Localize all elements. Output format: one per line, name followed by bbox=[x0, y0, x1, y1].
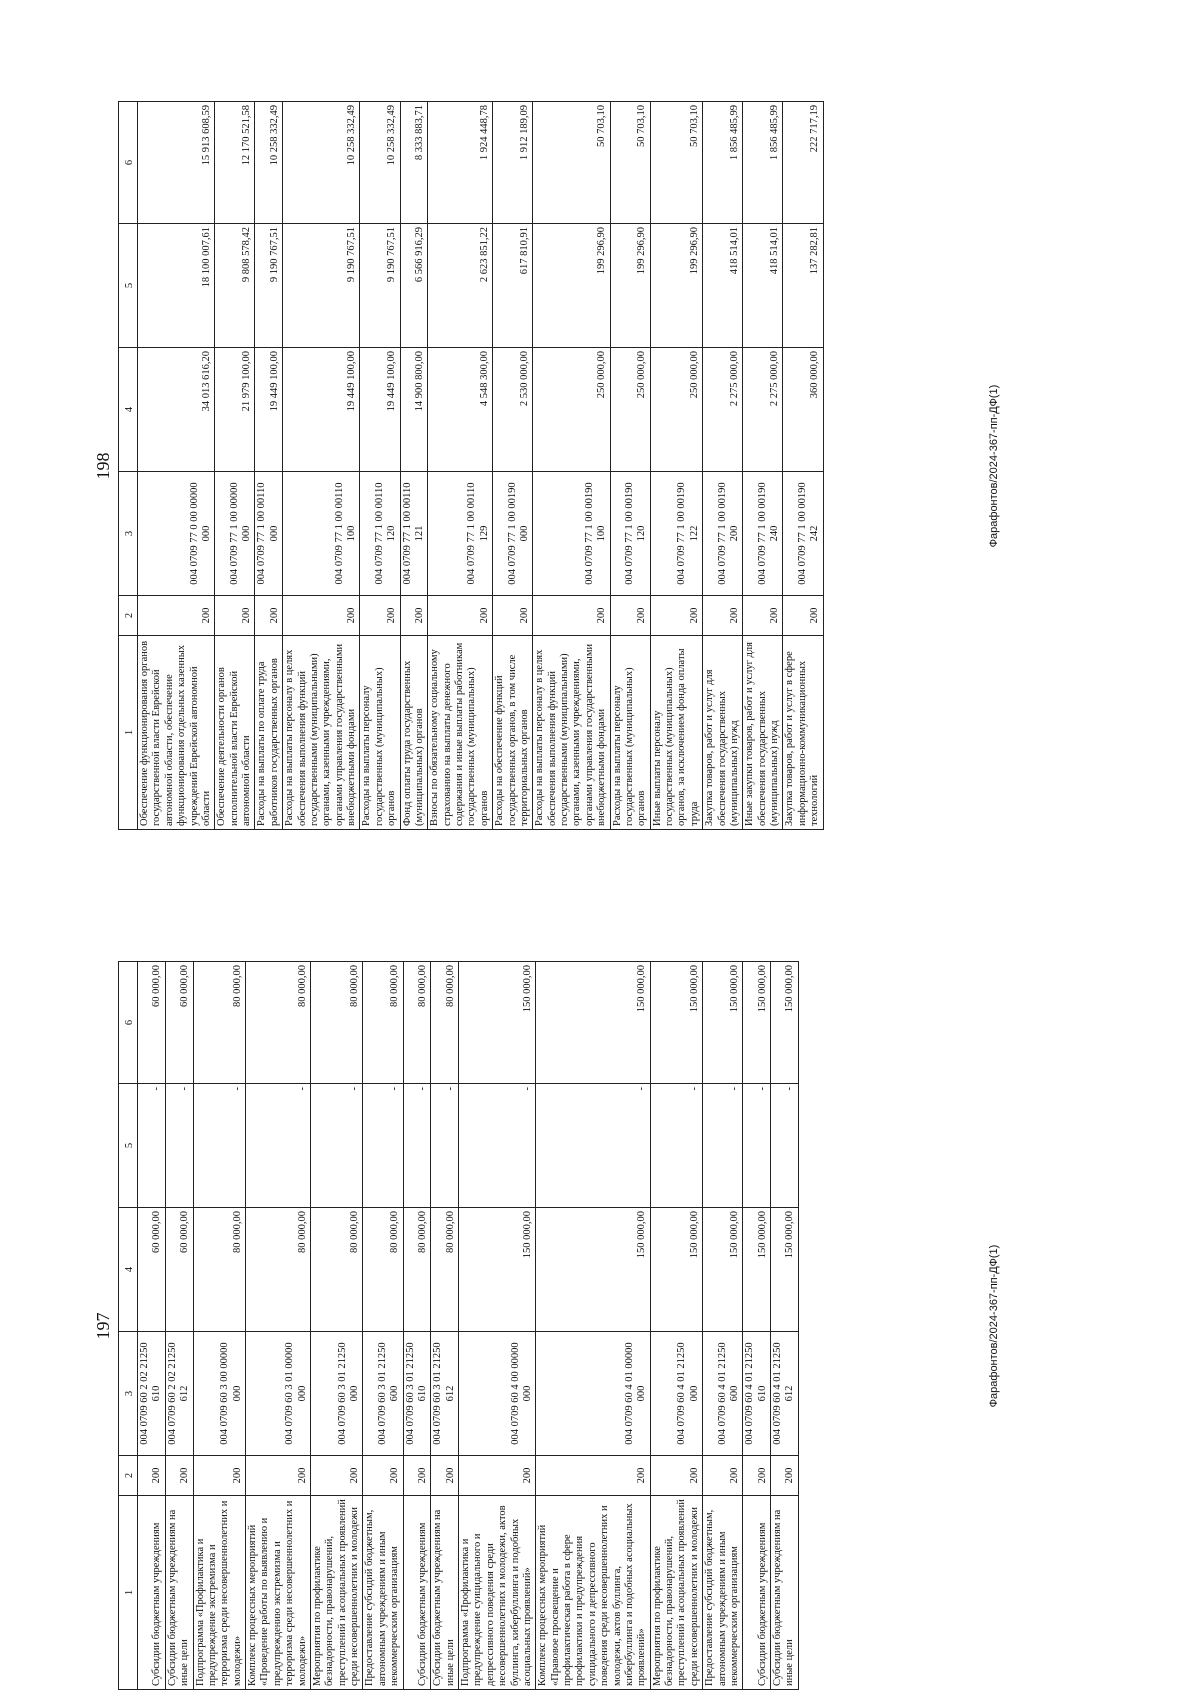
cell-approved: 250 000,00 bbox=[650, 348, 703, 472]
cell-admin-code: 200 bbox=[650, 1456, 703, 1496]
cell-approved: 19 449 100,00 bbox=[360, 348, 400, 472]
cell-executed: 9 190 767,51 bbox=[283, 224, 360, 348]
table-row bbox=[536, 962, 650, 1690]
table-row bbox=[771, 962, 799, 1690]
column-header-1: 1 bbox=[119, 1496, 138, 1690]
cell-admin-code: 200 bbox=[703, 596, 743, 636]
cell-admin-code: 200 bbox=[771, 1456, 799, 1496]
page-number: 197 bbox=[93, 1312, 113, 1340]
cell-description: Мероприятия по профилактике безнадорности, правонарушений, преступлений и асоциальных проявлений среди несовершеннолетних и молодежи bbox=[650, 1496, 703, 1690]
column-header-2: 2 bbox=[119, 596, 138, 636]
cell-budget-code: 004 0709 60 3 00 00000 000 bbox=[193, 1332, 246, 1456]
cell-approved: 80 000,00 bbox=[403, 1208, 431, 1332]
cell-approved: 80 000,00 bbox=[310, 1208, 363, 1332]
cell-executed: - bbox=[363, 1084, 403, 1208]
cell-remainder: 10 258 332,49 bbox=[360, 102, 400, 224]
cell-approved: 80 000,00 bbox=[363, 1208, 403, 1332]
table-row bbox=[459, 962, 536, 1690]
table-row bbox=[246, 962, 311, 1690]
cell-executed: - bbox=[459, 1084, 536, 1208]
cell-remainder: 15 913 608,59 bbox=[138, 102, 215, 224]
cell-description: Расходы на выплаты по оплате труда работников государственных органов bbox=[255, 636, 283, 830]
cell-approved: 2 530 000,00 bbox=[493, 348, 533, 472]
cell-description: Мероприятия по профилактике безнадорности, правонарушений, преступлений и асоциальных проявлений среди несовершеннолетних и молодежи bbox=[310, 1496, 363, 1690]
cell-budget-code: 004 0709 77 1 00 00110 100 bbox=[283, 472, 360, 596]
cell-budget-code: 004 0709 77 0 00 00000 000 bbox=[138, 472, 215, 596]
cell-admin-code: 200 bbox=[533, 596, 610, 636]
cell-remainder: 10 258 332,49 bbox=[255, 102, 283, 224]
cell-executed: 9 190 767,51 bbox=[255, 224, 283, 348]
cell-admin-code: 200 bbox=[400, 596, 428, 636]
cell-budget-code: 004 0709 60 2 02 21250 612 bbox=[165, 1332, 193, 1456]
column-header-4: 4 bbox=[119, 1208, 138, 1332]
cell-description: Предоставление субсидий бюджетным, автономным учреждениям и иным некоммерческим организациям bbox=[363, 1496, 403, 1690]
cell-description: Комплекс процессных мероприятий «Правовое просвещение и профилактическая работа в сфере профилактики и предупреждения суицидального и депрессивного поведения среди несовершеннолетних и молодежи, актов буллинга, кибербуллинга и подобных асоциальных проявлений» bbox=[536, 1496, 650, 1690]
cell-budget-code: 004 0709 77 1 00 00000 000 bbox=[215, 472, 255, 596]
cell-admin-code: 200 bbox=[138, 596, 215, 636]
cell-approved: 250 000,00 bbox=[610, 348, 650, 472]
table-body bbox=[138, 962, 799, 1690]
cell-admin-code: 200 bbox=[493, 596, 533, 636]
table-row bbox=[193, 962, 246, 1690]
cell-budget-code: 004 0709 60 4 01 21250 000 bbox=[650, 1332, 703, 1456]
cell-description: Обеспечение деятельности органов исполнительной власти Еврейской автономной области bbox=[215, 636, 255, 830]
cell-executed: 617 810,91 bbox=[493, 224, 533, 348]
cell-description: Расходы на выплаты персоналу государственных (муниципальных) органов bbox=[610, 636, 650, 830]
cell-description: Расходы на выплаты персоналу в целях обеспечения выполнения функций государственными (муниципальными) органами, казенными учреждениями, органами управления государственными внебюджетными фондами bbox=[533, 636, 610, 830]
column-header-2: 2 bbox=[119, 1456, 138, 1496]
cell-admin-code: 200 bbox=[165, 1456, 193, 1496]
cell-description: Субсидии бюджетным учреждениям bbox=[743, 1496, 771, 1690]
cell-remainder: 80 000,00 bbox=[363, 962, 403, 1084]
cell-remainder: 80 000,00 bbox=[403, 962, 431, 1084]
cell-budget-code: 004 0709 77 1 00 00190 200 bbox=[703, 472, 743, 596]
cell-executed: - bbox=[703, 1084, 743, 1208]
cell-budget-code: 004 0709 60 3 01 21250 600 bbox=[363, 1332, 403, 1456]
table-row bbox=[215, 102, 255, 830]
cell-approved: 80 000,00 bbox=[193, 1208, 246, 1332]
cell-admin-code: 200 bbox=[428, 596, 493, 636]
cell-executed: - bbox=[138, 1084, 166, 1208]
cell-budget-code: 004 0709 60 4 00 00000 000 bbox=[459, 1332, 536, 1456]
table-row bbox=[428, 102, 493, 830]
cell-admin-code: 200 bbox=[783, 596, 823, 636]
cell-remainder: 10 258 332,49 bbox=[283, 102, 360, 224]
cell-approved: 150 000,00 bbox=[459, 1208, 536, 1332]
cell-admin-code: 200 bbox=[193, 1456, 246, 1496]
cell-executed: - bbox=[743, 1084, 771, 1208]
cell-executed: 9 190 767,51 bbox=[360, 224, 400, 348]
cell-approved: 21 979 100,00 bbox=[215, 348, 255, 472]
cell-admin-code: 200 bbox=[360, 596, 400, 636]
table-row bbox=[703, 962, 743, 1690]
cell-admin-code: 200 bbox=[255, 596, 283, 636]
table-row bbox=[610, 102, 650, 830]
column-header-3: 3 bbox=[119, 472, 138, 596]
cell-remainder: 1 856 485,99 bbox=[703, 102, 743, 224]
table-row bbox=[650, 102, 703, 830]
cell-budget-code: 004 0709 77 1 00 00190 100 bbox=[533, 472, 610, 596]
cell-executed: - bbox=[403, 1084, 431, 1208]
cell-approved: 60 000,00 bbox=[138, 1208, 166, 1332]
cell-remainder: 60 000,00 bbox=[165, 962, 193, 1084]
cell-budget-code: 004 0709 60 3 01 21250 612 bbox=[431, 1332, 459, 1456]
cell-budget-code: 004 0709 77 1 00 00110 120 bbox=[360, 472, 400, 596]
cell-budget-code: 004 0709 77 1 00 00190 120 bbox=[610, 472, 650, 596]
cell-approved: 360 000,00 bbox=[783, 348, 823, 472]
cell-approved: 34 013 616,20 bbox=[138, 348, 215, 472]
table-row bbox=[255, 102, 283, 830]
cell-admin-code: 200 bbox=[703, 1456, 743, 1496]
column-header-6: 6 bbox=[119, 102, 138, 224]
cell-admin-code: 200 bbox=[246, 1456, 311, 1496]
page-197 bbox=[90, 962, 1000, 1690]
cell-executed: 18 100 007,61 bbox=[138, 224, 215, 348]
cell-description: Обеспечение функционирования органов государственной власти Еврейской автономной области, обеспечение функционирования отдельных казенных учреждений Еврейской автономной области bbox=[138, 636, 215, 830]
table-row bbox=[703, 102, 743, 830]
cell-description: Подпрограмма «Профилактика и предупреждение суицидального и депрессивного поведения среди несовершеннолетних и молодежи, актов буллинга, кибербуллинга и подобных асоциальных проявлений» bbox=[459, 1496, 536, 1690]
cell-remainder: 222 717,19 bbox=[783, 102, 823, 224]
page-footer: Фарафонтов/2024-367-пп-ДФ(1) bbox=[988, 384, 1000, 548]
cell-admin-code: 200 bbox=[610, 596, 650, 636]
cell-admin-code: 200 bbox=[743, 596, 783, 636]
budget-table-197 bbox=[118, 961, 799, 1690]
column-header-3: 3 bbox=[119, 1332, 138, 1456]
cell-remainder: 150 000,00 bbox=[771, 962, 799, 1084]
cell-description: Иные выплаты персоналу государственных (муниципальных) органов, за исключением фонда оплаты труда bbox=[650, 636, 703, 830]
table-row bbox=[360, 102, 400, 830]
cell-budget-code: 004 0709 60 4 01 21250 610 bbox=[743, 1332, 771, 1456]
cell-description: Расходы на выплаты персоналу государственных (муниципальных) органов bbox=[360, 636, 400, 830]
cell-executed: 137 282,81 bbox=[783, 224, 823, 348]
cell-remainder: 1 912 189,09 bbox=[493, 102, 533, 224]
cell-description: Иные закупки товаров, работ и услуг для обеспечения государственных (муниципальных) нужд bbox=[743, 636, 783, 830]
cell-approved: 60 000,00 bbox=[165, 1208, 193, 1332]
cell-approved: 80 000,00 bbox=[246, 1208, 311, 1332]
cell-executed: 199 296,90 bbox=[533, 224, 610, 348]
cell-remainder: 12 170 521,58 bbox=[215, 102, 255, 224]
cell-executed: 418 514,01 bbox=[703, 224, 743, 348]
cell-budget-code: 004 0709 77 1 00 00190 122 bbox=[650, 472, 703, 596]
cell-description: Расходы на выплаты персоналу в целях обеспечения выполнения функций государственными (муниципальными) органами, казенными учреждениями, органами управления государственными внебюджетными фондами bbox=[283, 636, 360, 830]
cell-remainder: 80 000,00 bbox=[246, 962, 311, 1084]
cell-budget-code: 004 0709 60 3 01 21250 000 bbox=[310, 1332, 363, 1456]
table-row bbox=[165, 962, 193, 1690]
table-row bbox=[431, 962, 459, 1690]
cell-executed: 9 808 578,42 bbox=[215, 224, 255, 348]
cell-budget-code: 004 0709 77 1 00 00190 240 bbox=[743, 472, 783, 596]
cell-admin-code: 200 bbox=[403, 1456, 431, 1496]
cell-budget-code: 004 0709 77 1 00 00110 000 bbox=[255, 472, 283, 596]
table-row bbox=[403, 962, 431, 1690]
cell-admin-code: 200 bbox=[283, 596, 360, 636]
cell-remainder: 150 000,00 bbox=[536, 962, 650, 1084]
cell-admin-code: 200 bbox=[431, 1456, 459, 1496]
table-header-row bbox=[119, 102, 138, 830]
table-row bbox=[138, 962, 166, 1690]
cell-approved: 150 000,00 bbox=[650, 1208, 703, 1332]
cell-approved: 14 900 800,00 bbox=[400, 348, 428, 472]
cell-approved: 80 000,00 bbox=[431, 1208, 459, 1332]
cell-executed: 2 623 851,22 bbox=[428, 224, 493, 348]
budget-table-198 bbox=[118, 101, 824, 830]
cell-approved: 2 275 000,00 bbox=[703, 348, 743, 472]
cell-approved: 150 000,00 bbox=[703, 1208, 743, 1332]
cell-admin-code: 200 bbox=[138, 1456, 166, 1496]
cell-remainder: 150 000,00 bbox=[650, 962, 703, 1084]
cell-approved: 19 449 100,00 bbox=[283, 348, 360, 472]
cell-approved: 150 000,00 bbox=[771, 1208, 799, 1332]
cell-budget-code: 004 0709 60 4 01 00000 000 bbox=[536, 1332, 650, 1456]
page-number: 198 bbox=[93, 452, 113, 480]
cell-description: Субсидии бюджетным учреждениям на иные цели bbox=[165, 1496, 193, 1690]
cell-executed: - bbox=[650, 1084, 703, 1208]
cell-budget-code: 004 0709 77 1 00 00110 129 bbox=[428, 472, 493, 596]
cell-description: Закупка товаров, работ и услуг в сфере информационно-коммуникационных технологий bbox=[783, 636, 823, 830]
cell-executed: 199 296,90 bbox=[650, 224, 703, 348]
cell-remainder: 80 000,00 bbox=[193, 962, 246, 1084]
cell-remainder: 60 000,00 bbox=[138, 962, 166, 1084]
cell-description: Подпрограмма «Профилактика и предупреждение экстремизма и терроризма среди несовершеннолетних и молодежи» bbox=[193, 1496, 246, 1690]
cell-budget-code: 004 0709 77 1 00 00190 000 bbox=[493, 472, 533, 596]
cell-admin-code: 200 bbox=[310, 1456, 363, 1496]
cell-budget-code: 004 0709 60 2 02 21250 610 bbox=[138, 1332, 166, 1456]
cell-budget-code: 004 0709 60 3 01 00000 000 bbox=[246, 1332, 311, 1456]
cell-remainder: 50 703,10 bbox=[650, 102, 703, 224]
table-row bbox=[783, 102, 823, 830]
column-header-4: 4 bbox=[119, 348, 138, 472]
table-row bbox=[743, 102, 783, 830]
cell-description: Расходы на обеспечение функций государственных органов, в том числе территориальных органов bbox=[493, 636, 533, 830]
cell-executed: - bbox=[246, 1084, 311, 1208]
cell-admin-code: 200 bbox=[459, 1456, 536, 1496]
cell-approved: 250 000,00 bbox=[533, 348, 610, 472]
cell-remainder: 150 000,00 bbox=[743, 962, 771, 1084]
cell-budget-code: 004 0709 60 4 01 21250 612 bbox=[771, 1332, 799, 1456]
table-row bbox=[400, 102, 428, 830]
cell-admin-code: 200 bbox=[363, 1456, 403, 1496]
cell-description: Субсидии бюджетным учреждениям bbox=[138, 1496, 166, 1690]
cell-description: Субсидии бюджетным учреждениям bbox=[403, 1496, 431, 1690]
cell-admin-code: 200 bbox=[743, 1456, 771, 1496]
cell-remainder: 150 000,00 bbox=[703, 962, 743, 1084]
table-row bbox=[283, 102, 360, 830]
cell-approved: 150 000,00 bbox=[743, 1208, 771, 1332]
cell-description: Закупка товаров, работ и услуг для обеспечения государственных (муниципальных) нужд bbox=[703, 636, 743, 830]
cell-executed: 199 296,90 bbox=[610, 224, 650, 348]
cell-approved: 4 548 300,00 bbox=[428, 348, 493, 472]
cell-budget-code: 004 0709 77 1 00 00110 121 bbox=[400, 472, 428, 596]
cell-description: Фонд оплаты труда государственных (муниципальных) органов bbox=[400, 636, 428, 830]
cell-budget-code: 004 0709 77 1 00 00190 242 bbox=[783, 472, 823, 596]
cell-budget-code: 004 0709 60 4 01 21250 600 bbox=[703, 1332, 743, 1456]
cell-admin-code: 200 bbox=[215, 596, 255, 636]
table-row bbox=[650, 962, 703, 1690]
column-header-6: 6 bbox=[119, 962, 138, 1084]
cell-remainder: 1 856 485,99 bbox=[743, 102, 783, 224]
cell-executed: 6 566 916,29 bbox=[400, 224, 428, 348]
cell-remainder: 8 333 883,71 bbox=[400, 102, 428, 224]
cell-description: Субсидии бюджетным учреждениям на иные цели bbox=[771, 1496, 799, 1690]
table-row bbox=[310, 962, 363, 1690]
cell-description: Субсидии бюджетным учреждениям на иные цели bbox=[431, 1496, 459, 1690]
cell-budget-code: 004 0709 60 3 01 21250 610 bbox=[403, 1332, 431, 1456]
cell-approved: 19 449 100,00 bbox=[255, 348, 283, 472]
cell-remainder: 50 703,10 bbox=[610, 102, 650, 224]
cell-executed: - bbox=[310, 1084, 363, 1208]
page-footer: Фарафонтов/2024-367-пп-ДФ(1) bbox=[988, 1244, 1000, 1408]
cell-approved: 150 000,00 bbox=[536, 1208, 650, 1332]
cell-remainder: 80 000,00 bbox=[431, 962, 459, 1084]
cell-remainder: 150 000,00 bbox=[459, 962, 536, 1084]
page-198 bbox=[90, 102, 1000, 830]
table-row bbox=[493, 102, 533, 830]
column-header-5: 5 bbox=[119, 1084, 138, 1208]
cell-approved: 2 275 000,00 bbox=[743, 348, 783, 472]
cell-description: Взносы по обязательному социальному страхованию на выплаты денежного содержания и иные выплаты работникам государственных (муниципальных) органов bbox=[428, 636, 493, 830]
column-header-5: 5 bbox=[119, 224, 138, 348]
column-header-1: 1 bbox=[119, 636, 138, 830]
cell-description: Комплекс процессных мероприятий «Проведение работы по выявлению и предупреждению экстремизма и терроризма среди несовершеннолетних и молодежи» bbox=[246, 1496, 311, 1690]
table-row bbox=[363, 962, 403, 1690]
table-row bbox=[533, 102, 610, 830]
cell-admin-code: 200 bbox=[536, 1456, 650, 1496]
cell-remainder: 50 703,10 bbox=[533, 102, 610, 224]
cell-executed: - bbox=[536, 1084, 650, 1208]
table-header-row bbox=[119, 962, 138, 1690]
cell-remainder: 1 924 448,78 bbox=[428, 102, 493, 224]
cell-admin-code: 200 bbox=[650, 596, 703, 636]
cell-executed: - bbox=[193, 1084, 246, 1208]
table-row bbox=[138, 102, 215, 830]
cell-executed: - bbox=[165, 1084, 193, 1208]
cell-executed: 418 514,01 bbox=[743, 224, 783, 348]
cell-executed: - bbox=[431, 1084, 459, 1208]
cell-executed: - bbox=[771, 1084, 799, 1208]
table-row bbox=[743, 962, 771, 1690]
cell-description: Предоставление субсидий бюджетным, автономным учреждениям и иным некоммерческим организациям bbox=[703, 1496, 743, 1690]
table-body bbox=[138, 102, 824, 830]
cell-remainder: 80 000,00 bbox=[310, 962, 363, 1084]
